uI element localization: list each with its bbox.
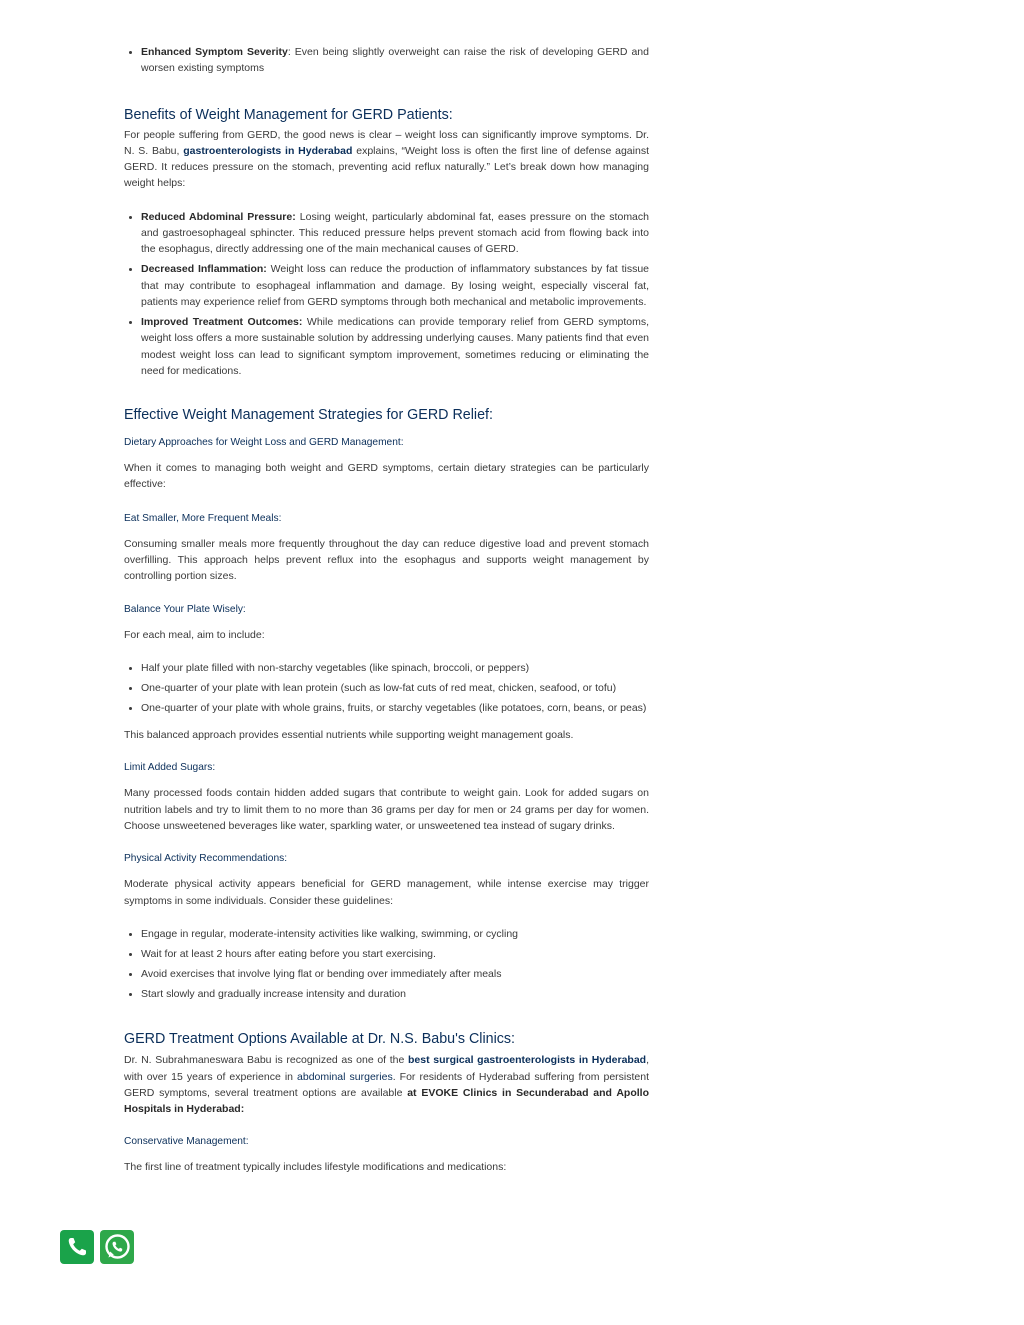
intro-list [124, 44, 649, 77]
abdominal-surgeries-link[interactable]: abdominal surgeries [297, 1070, 393, 1083]
text-segment: . For residents of Hyderabad suffering from persistent GERD symptoms, several treatment options are available [124, 1070, 650, 1099]
list-item: • Half your plate filled with non-starchy vegetables (like spinach, broccoli, or peppers) [141, 660, 649, 676]
plate-outro: This balanced approach provides essential nutrients while supporting weight management goals. [124, 729, 574, 742]
gastroenterologists-link[interactable]: gastroenterologists in Hyderabad [183, 144, 353, 157]
section-heading-benefits: Benefits of Weight Management for GERD Patients: [124, 106, 453, 123]
subheading-activity: Physical Activity Recommendations: [124, 853, 288, 865]
item-title: Enhanced Symptom Severity [141, 46, 288, 58]
item-text: While medications can provide temporary relief from GERD symptoms, weight loss offers a more sustainable solution by addressing underlying causes. Many patients find that even modest weight loss can lead to significant symptom improvement, sometimes reducing or eliminating the need for medications. [141, 315, 649, 377]
list-item [141, 314, 649, 379]
item-text: Weight loss can reduce the production of inflammatory substances by fat tissue that may contribute to esophageal inflammation and damage. By losing weight, especially visceral fat, patients may experience relief from GERD symptoms through both mechanical and metabolic improvements. [141, 263, 650, 308]
plate-list [124, 660, 649, 716]
whatsapp-icon [100, 1230, 134, 1264]
item-text: : Even being slightly overweight can raise the risk of developing GERD and worsen existing symptoms [141, 46, 649, 75]
list-item: • Start slowly and gradually increase intensity and duration [141, 986, 649, 1002]
text-segment: For people suffering from GERD, the good news is clear – weight loss can significantly improve symptoms. Dr. N. S. Babu, [124, 128, 649, 157]
list-item: • One-quarter of your plate with whole grains, fruits, or starchy vegetables (like potatoes, corn, beans, or peas) [141, 700, 649, 716]
dietary-paragraph: When it comes to managing both weight and GERD symptoms, certain dietary strategies can be particularly effective: [124, 462, 649, 491]
list-item [141, 44, 649, 77]
activity-paragraph: Moderate physical activity appears beneficial for GERD management, while intense exercise may trigger symptoms in some individuals. Consider these guidelines: [124, 878, 649, 907]
list-item: • Avoid exercises that involve lying flat or bending over immediately after meals [141, 966, 649, 982]
activity-list [124, 926, 649, 1002]
sugar-paragraph: Many processed foods contain hidden added sugars that contribute to weight gain. Look for added sugars on nutrition labels and try to limit them to no more than 36 grams per day for men or 24 grams per day for women. Choose unsweetened beverages like water, sparkling water, or unsweetened tea instead of sugary drinks. [124, 787, 649, 833]
conservative-paragraph: The first line of treatment typically includes lifestyle modifications and medications: [124, 1161, 507, 1174]
item-text: Losing weight, particularly abdominal fat, eases pressure on the stomach and gastroesophageal sphincter. This reduced pressure helps prevent stomach acid from flowing back into the esophagus, directly addressing one of the main mechanical causes of GERD. [141, 210, 649, 256]
plate-intro: For each meal, aim to include: [124, 628, 265, 641]
list-item [141, 261, 649, 310]
text-segment: explains, “Weight loss is often the first line of defense against GERD. It reduces pressure on the stomach, preventing acid reflux naturally.” Let’s break down how managing weight helps: [124, 144, 649, 190]
subheading-meals: Eat Smaller, More Frequent Meals: [124, 512, 282, 524]
call-button[interactable] [60, 1230, 94, 1264]
list-item: • Engage in regular, moderate-intensity activities like walking, swimming, or cycling [141, 926, 649, 942]
benefits-paragraph [124, 127, 649, 192]
treatment-paragraph [124, 1052, 649, 1117]
text-segment: Dr. N. Subrahmaneswara Babu is recognized as one of the [124, 1054, 408, 1067]
subheading-dietary: Dietary Approaches for Weight Loss and GERD Management: [124, 437, 404, 449]
phone-icon [60, 1230, 94, 1264]
meals-paragraph: Consuming smaller meals more frequently throughout the day can reduce digestive load and prevent stomach overfilling. This approach helps prevent reflux into the esophagus and supports weight management by controlling portion sizes. [124, 537, 649, 583]
list-item: • One-quarter of your plate with lean protein (such as low-fat cuts of red meat, chicken, seafood, or tofu) [141, 680, 649, 696]
subheading-sugar: Limit Added Sugars: [124, 762, 216, 774]
list-item [141, 209, 649, 258]
clinics-bold-text: at EVOKE Clinics in Secunderabad and Apollo Hospitals in Hyderabad: [124, 1086, 649, 1116]
article-body [124, 44, 649, 1176]
whatsapp-button[interactable] [100, 1230, 134, 1264]
subheading-plate: Balance Your Plate Wisely: [124, 603, 246, 615]
text-segment: , with over 15 years of experience in [124, 1054, 649, 1083]
surgical-gastroenterologists-link[interactable]: best surgical gastroenterologists in Hyderabad [408, 1054, 647, 1067]
section-heading-treatment: GERD Treatment Options Available at Dr. N.S. Babu's Clinics: [124, 1031, 516, 1048]
subheading-conservative: Conservative Management: [124, 1136, 249, 1148]
item-title: Reduced Abdominal Pressure: [141, 210, 296, 223]
section-heading-strategies: Effective Weight Management Strategies for GERD Relief: [124, 407, 493, 424]
benefits-list [124, 209, 649, 379]
item-title: Improved Treatment Outcomes: [141, 315, 303, 328]
item-title: Decreased Inflammation: [141, 263, 267, 276]
list-item: • Wait for at least 2 hours after eating before you start exercising. [141, 946, 649, 962]
